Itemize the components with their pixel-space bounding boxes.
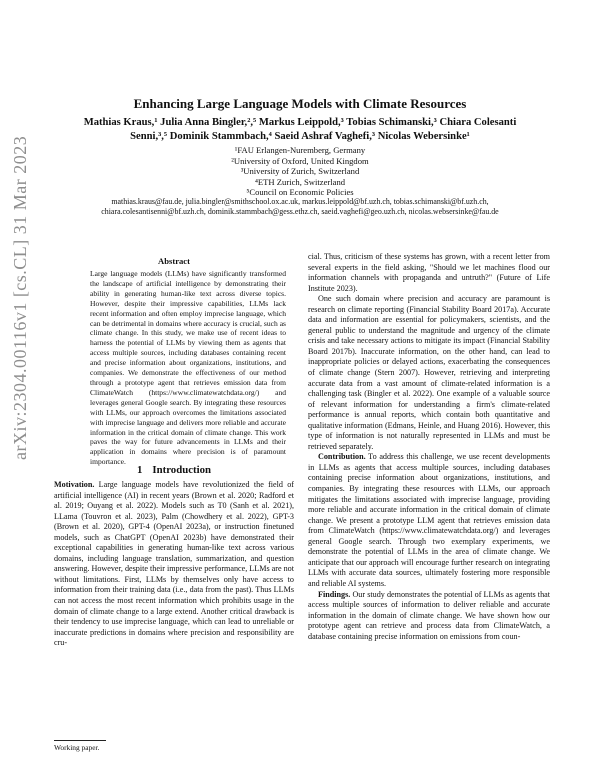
abstract-body bbox=[90, 269, 286, 467]
contribution-text: To address this challenge, we use recent developments in LLMs as agents that access multiple sources, including databases containing precise information about organizations, institutions, and companies. By integrating these resources with LLMs, our approach mitigates the limitations associated with imprecise language, providing more reliable and accurate information in the critical domain of climate change. We present a prototype LLM agent that retrieves emission data from ClimateWatch (https://www.climatewatchdata.org/) and leverages general Google search. Through two exemplary experiments, we demonstrate the potential of LLMs in the area of climate change. We anticipate that our approach will encourage further research on integrating LLMs with accurate data sources, ultimately fostering more responsible and reliable AI systems. bbox=[308, 452, 550, 588]
author-list bbox=[60, 116, 540, 144]
abstract-heading: Abstract bbox=[158, 256, 190, 266]
affiliation-4: ⁴ETH Zurich, Switzerland bbox=[254, 176, 346, 187]
paper-title: Enhancing Large Language Models with Climate Resources bbox=[133, 96, 467, 111]
section-heading-introduction bbox=[54, 464, 294, 476]
findings-text: Our study demonstrates the potential of LLMs as agents that access multiple sources of information to deliver reliable and accurate information in the domain of climate change. We have shown how our prototype agent can retrieve and process data from ClimateWatch, a database containing precise information on emissions from coun- bbox=[308, 589, 550, 641]
footnote-rule bbox=[54, 740, 106, 741]
email-line-2: chiara.colesantisenni@bf.uzh.ch, dominik.stammbach@gess.ethz.ch, saeid.vaghefi@geo.uzh.ch, nicolas.websersinke@fau.de bbox=[101, 207, 499, 216]
motivation-text: Large language models have revolutionized the field of artificial intelligence (AI) in recent years (Brown et al. 2020; Radford et al. 2019; Ouyang et al. 2022). Models such as T0 (Sanh et al. 2021), LLama (Touvron et al. 2023), Palm (Chowdhery et al. 2022), GPT-3 (Brown et al. 2020), GPT-4 (OpenAI 2023a), or instruction finetuned models, such as ChatGPT (OpenAI 2023b) have demonstrated their exceptional capabilities in generating human-like text across various domains, including language translation, summarization, and question answering. However, despite their impressive performance, LLMs are not without limitations. First, LLMs by themselves only have access to information from their training data (i.e., data from the past). Thus LLMs can not access the most recent information which prohibits usage in the domain of climate change to a large extend. Another critical drawback is their tendency to use imprecise language, which can lead to unreliable or inaccurate predictions in domains where precision and responsibility are cru- bbox=[54, 480, 294, 648]
introduction-body bbox=[54, 480, 294, 649]
email-list bbox=[52, 197, 548, 217]
affiliation-2: ²University of Oxford, United Kingdom bbox=[231, 155, 369, 166]
right-column bbox=[308, 252, 550, 642]
email-line-1: mathias.kraus@fau.de, julia.bingler@smithschool.ox.ac.uk, markus.leippold@bf.uzh.ch, tobias.schimanski@bf.uzh.ch, bbox=[111, 197, 489, 206]
contribution-paragraph bbox=[308, 452, 550, 589]
author-line-2: Senni,³,⁵ Dominik Stammbach,⁴ Saeid Ashraf Vaghefi,³ Nicolas Webersinke¹ bbox=[130, 131, 470, 142]
footnote: Working paper. bbox=[54, 743, 100, 752]
intro-paragraph bbox=[54, 480, 294, 649]
affiliation-3: ³University of Zurich, Switzerland bbox=[240, 166, 360, 177]
right-paragraph-1: cial. Thus, criticism of these systems has grown, with a recent letter from several experts in the field asking, "Should we let machines flood our information channels with propaganda and untruth?" (Future of Life Institute 2023). bbox=[308, 252, 550, 293]
section-number: 1 bbox=[136, 464, 143, 476]
affiliation-list bbox=[60, 145, 540, 198]
affiliation-5: ⁵Council on Economic Policies bbox=[246, 187, 354, 198]
motivation-lead: Motivation. bbox=[54, 480, 95, 489]
author-line-1: Mathias Kraus,¹ Julia Anna Bingler,²,⁵ Markus Leippold,³ Tobias Schimanski,³ Chiara Colesanti bbox=[83, 117, 517, 128]
findings-lead: Findings. bbox=[318, 589, 351, 599]
affiliation-1: ¹FAU Erlangen-Nuremberg, Germany bbox=[234, 145, 366, 155]
arxiv-stamp: arXiv:2304.00116v1 [cs.CL] 31 Mar 2023 bbox=[10, 135, 30, 460]
section-title: Introduction bbox=[152, 464, 211, 476]
abstract-text: Large language models (LLMs) have significantly transformed the landscape of artificial intelligence by demonstrating their ability in generating human-like text across diverse topics. However, despite their impressive capabilities, LLMs lack recent information and often employ imprecise language, which can be detrimental in domains where accuracy is crucial, such as climate change. In this study, we make use of recent ideas to harness the potential of LLMs by viewing them as agents that access multiple sources, including databases containing recent and precise information about organizations, institutions, and companies. We demonstrate the effectiveness of our method through a prototype agent that retrieves emission data from ClimateWatch (https://www.climatewatchdata.org/) and leverages general Google search. By integrating these resources with LLMs, our approach overcomes the limitations associated with imprecise language and delivers more reliable and accurate information in the critical domain of climate change. This work paves the way for future advancements in LLMs and their application in domains where precision is of paramount importance. bbox=[90, 269, 286, 467]
contribution-lead: Contribution. bbox=[318, 452, 366, 462]
right-paragraph-2: One such domain where precision and accuracy are paramount is research on climate reporting (Financial Stability Board 2017a). Accurate data and information are essential for policymakers, scientists, and the general public to understand the magnitude and urgency of the climate crisis and take necessary actions to mitigate its impact (Financial Stability Board 2017b). Inaccurate information, on the other hand, can lead to inappropriate policies or delayed actions, exacerbating the consequences of climate change (Stern 2007). However, retrieving and interpreting accurate data from a vast amount of climate-related information is a challenging task (Bingler et al. 2022). One example of a valuable source of relevant information for understanding a firm's climate-related performance is annual reports, which contain both quantitative and qualitative information (Edmans, Heinle, and Huang 2016). However, this type of information is not naturally represented in LLMs and must be retrieved separately. bbox=[308, 294, 550, 451]
findings-paragraph bbox=[308, 590, 550, 643]
